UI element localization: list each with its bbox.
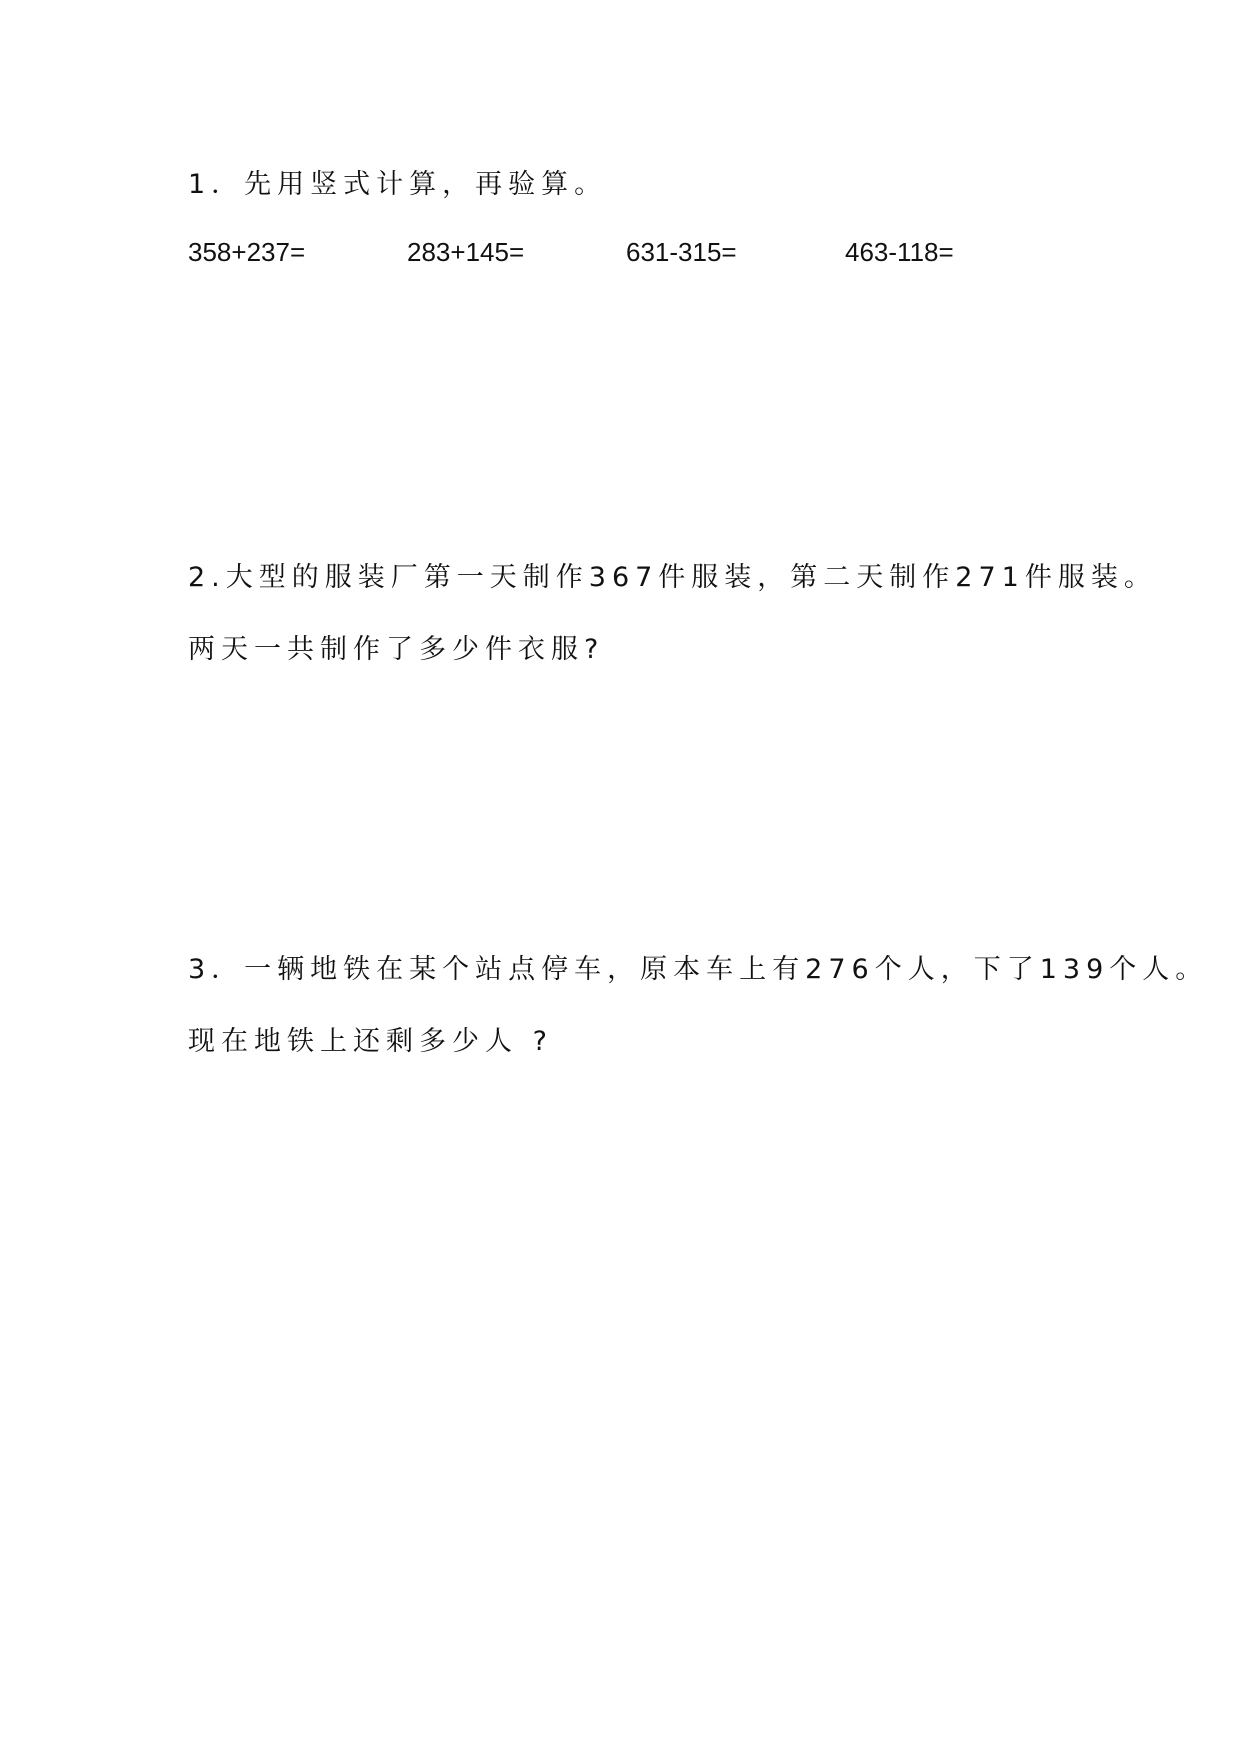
question-1-title: 1．先用竖式计算，再验算。 [188,169,608,200]
question-3-text: 3．一辆地铁在某个站点停车，原本车上有276个人，下了139个人。 [188,954,1209,985]
expression-3: 631-315= [626,237,737,267]
question-1-expressions [188,235,1088,269]
expression-4: 463-118= [845,237,954,267]
question-3-question: 现在地铁上还剩多少人 ? [188,1026,553,1057]
expression-1: 358+237= [188,237,306,267]
expression-2: 283+145= [407,237,525,267]
question-2-text: 2.大型的服装厂第一天制作367件服装，第二天制作271件服装。 [188,562,1157,593]
question-2-question: 两天一共制作了多少件衣服? [188,634,605,665]
